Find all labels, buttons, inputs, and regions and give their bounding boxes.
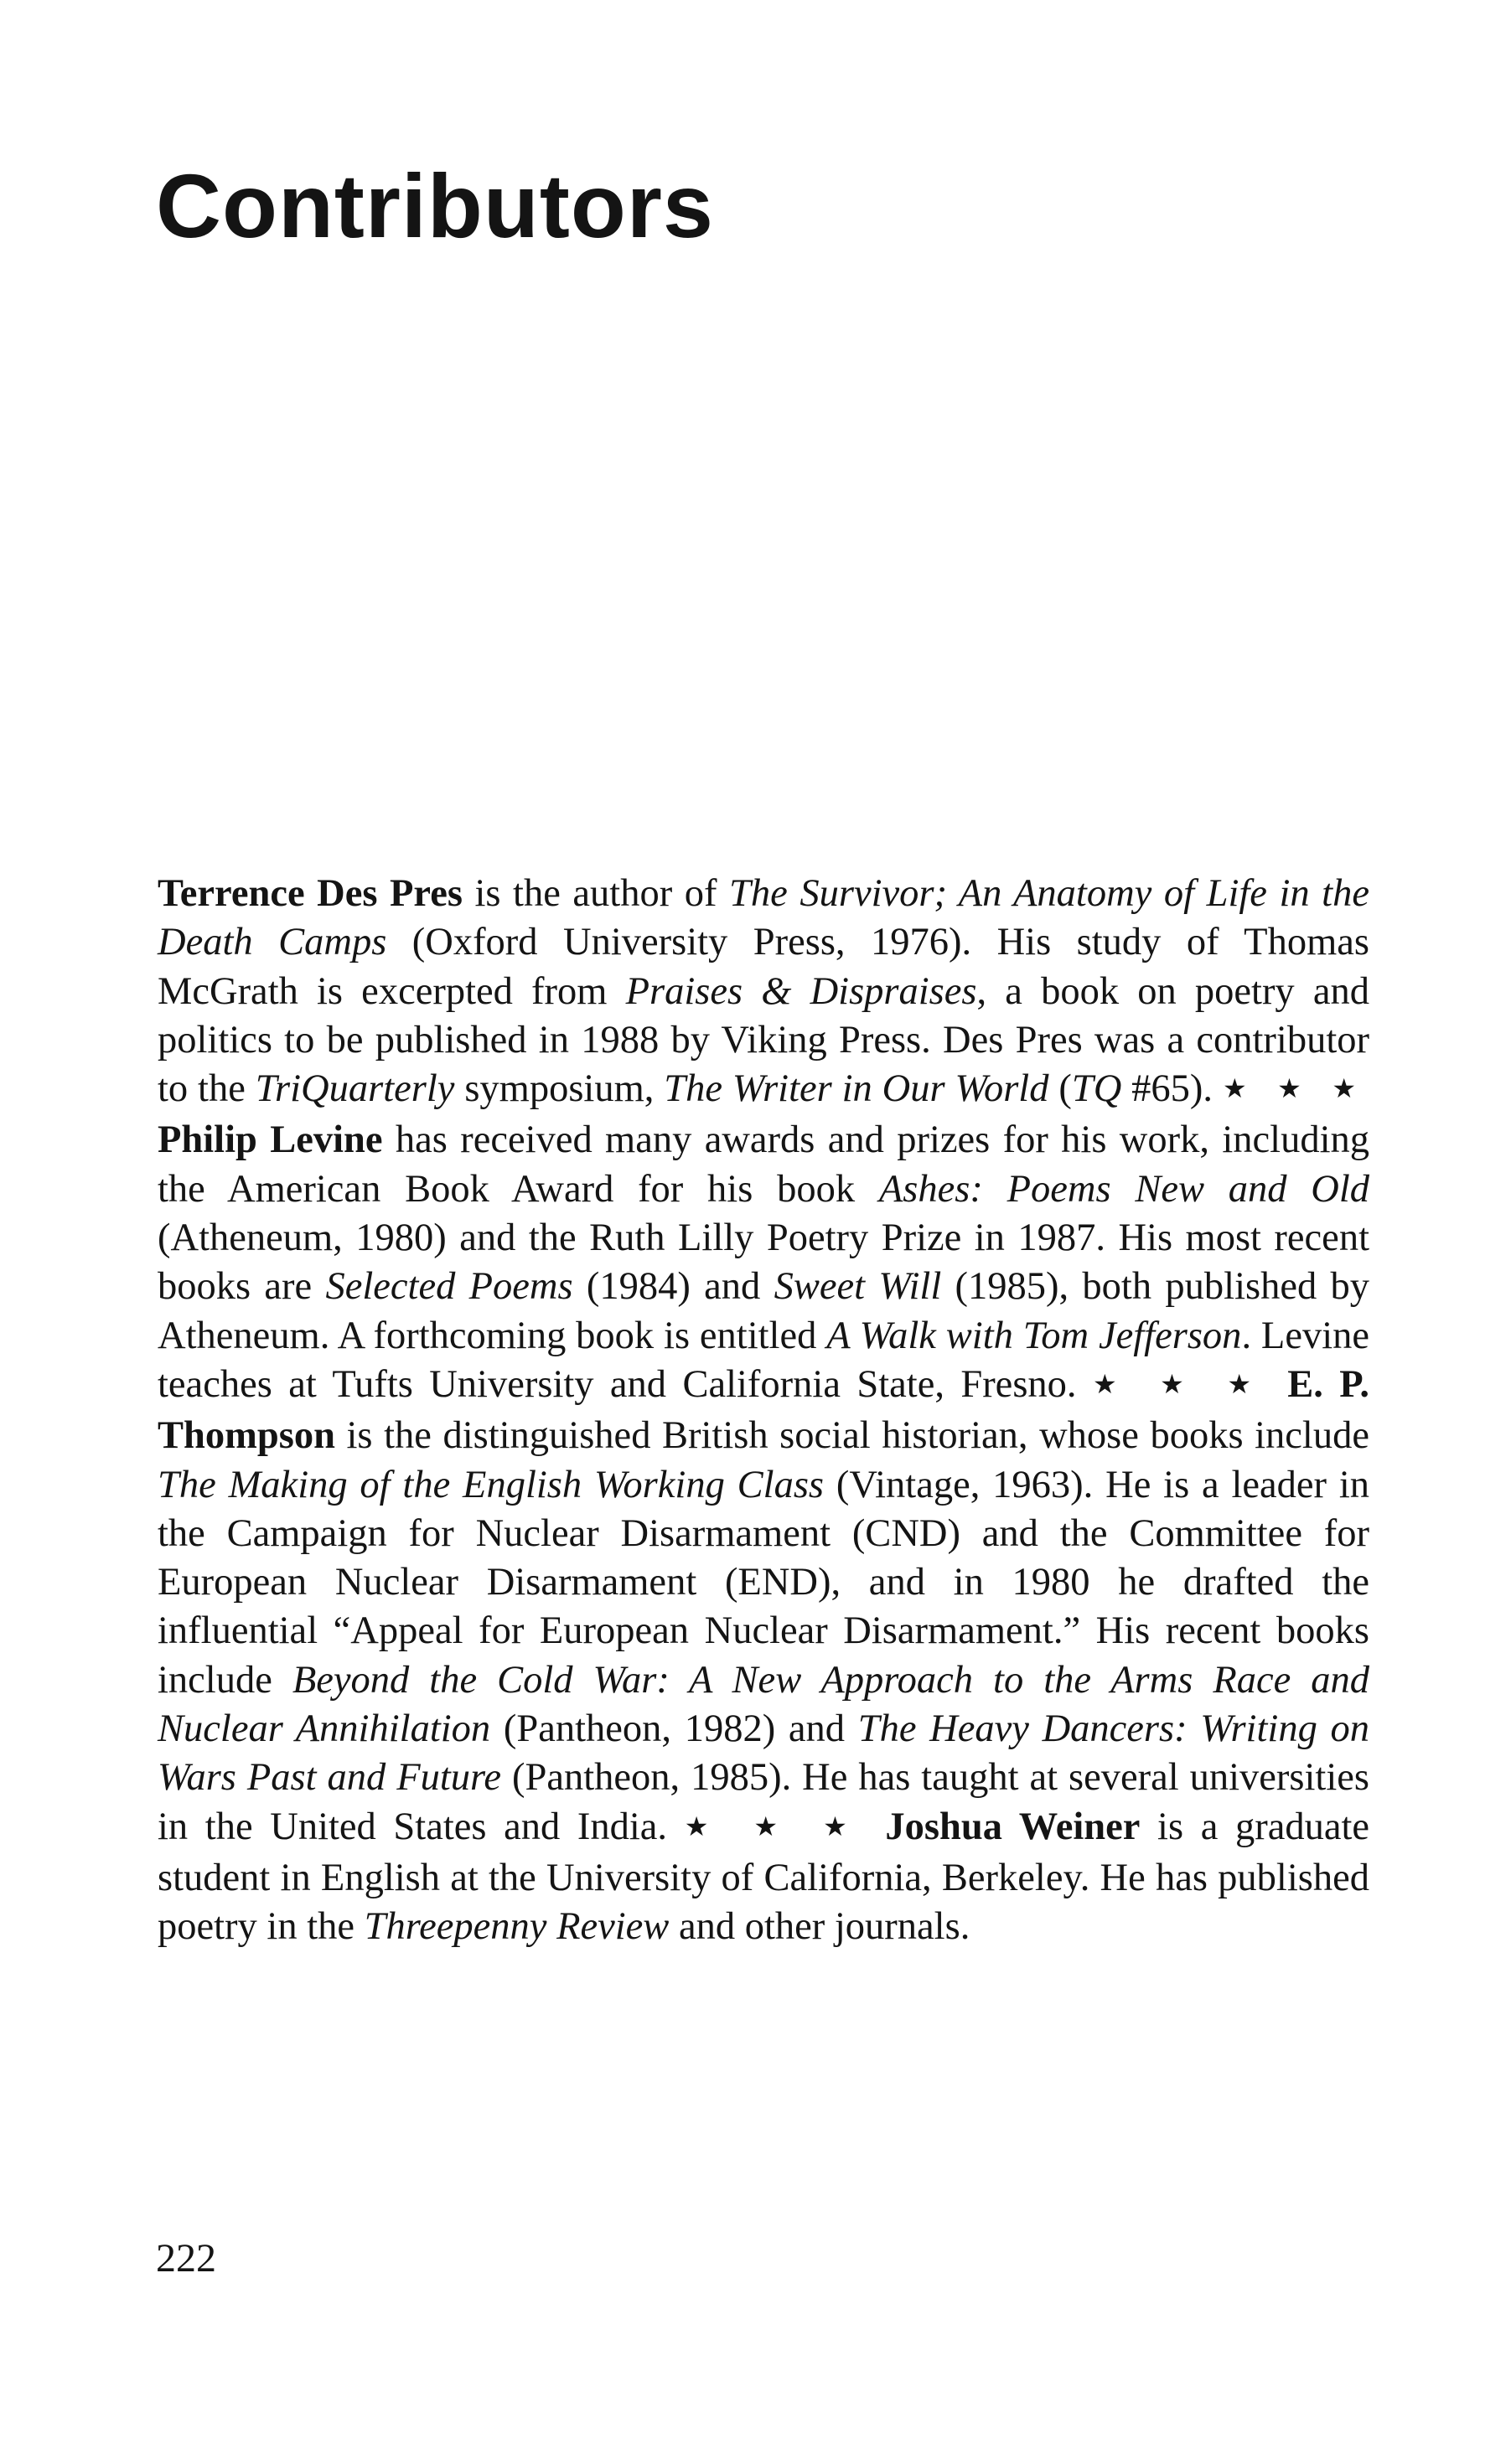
book-title: The Heavy Dancers: Writing on Wars Past and Future xyxy=(158,1707,1370,1800)
star-separator-icon: ★ ★ ★ xyxy=(1222,1073,1369,1104)
contributor-entry-des-pres: Terrence Des Pres is the author of The Survivor; An Anatomy of Life in the Death Camps (Oxford University Press, 1976). His study of Thomas McGrath is excerpted from Praises & Dispraises, a book on poetry and politics to be published in 1988 by Viking Press. Des Pres was a contributor to the TriQuarterly symposium, The Writer in Our World (TQ #65). xyxy=(158,872,1369,1111)
book-title: Ashes: Poems New and Old xyxy=(878,1167,1370,1211)
book-title: Sweet Will xyxy=(774,1265,942,1309)
contributor-entry-weiner: Joshua Weiner is a graduate student in English at the University of California, Berkeley. He has published poetry in the Threepenny Review and other journals. xyxy=(158,1805,1370,1949)
journal-abbrev: TQ xyxy=(1071,1067,1122,1111)
book-title: Selected Poems xyxy=(325,1265,573,1309)
contributor-name: Terrence Des Pres xyxy=(158,872,463,915)
contributor-name: Philip Levine xyxy=(158,1118,383,1162)
page-title: Contributors xyxy=(156,155,714,256)
contributor-name: E. P. Thompson xyxy=(158,1362,1369,1458)
star-separator-icon: ★ ★ ★ xyxy=(684,1811,867,1842)
book-title: The Making of the English Working Class xyxy=(158,1463,825,1506)
book-title: The Writer in Our World xyxy=(664,1067,1049,1111)
contributor-name: Joshua Weiner xyxy=(885,1805,1141,1848)
book-title: A Walk with Tom Jefferson xyxy=(826,1314,1242,1357)
book-title: Beyond the Cold War: A New Approach to the Arms Race and Nuclear Annihilation xyxy=(158,1658,1370,1751)
book-title: The Survivor; An Anatomy of Life in the Death Camps xyxy=(158,872,1369,964)
contributor-entry-thompson: E. P. Thompson is the distinguished British social historian, whose books include The Making of the English Working Class (Vintage, 1963). He is a leader in the Campaign for Nuclear Disarmament (CND) and the Committee for European Nuclear Disarmament (END), and in 1980 he drafted the influential “Appeal for European Nuclear Disarmament.” His recent books include Beyond the Cold War: A New Approach to the Arms Race and Nuclear Annihilation (Pantheon, 1982) and The Heavy Dancers: Writing on Wars Past and Future (Pantheon, 1985). He has taught at several universities in the United States and India. xyxy=(158,1362,1370,1848)
contributors-text xyxy=(158,870,1369,1952)
page-number: 222 xyxy=(156,2236,216,2281)
contributor-entry-levine: Philip Levine has received many awards and prizes for his work, including the American Book Award for his book Ashes: Poems New and Old (Atheneum, 1980) and the Ruth Lilly Poetry Prize in 1987. His most recent books are Selected Poems (1984) and Sweet Will (1985), both published by Atheneum. A forthcoming book is entitled A Walk with Tom Jefferson. Levine teaches at Tufts University and California State, Fresno. xyxy=(158,1118,1370,1406)
star-separator-icon: ★ ★ ★ xyxy=(1092,1368,1270,1399)
book-title: Praises & Dispraises xyxy=(625,969,977,1013)
journal-title: Threepenny Review xyxy=(364,1905,670,1949)
journal-title: TriQuarterly xyxy=(255,1067,455,1111)
